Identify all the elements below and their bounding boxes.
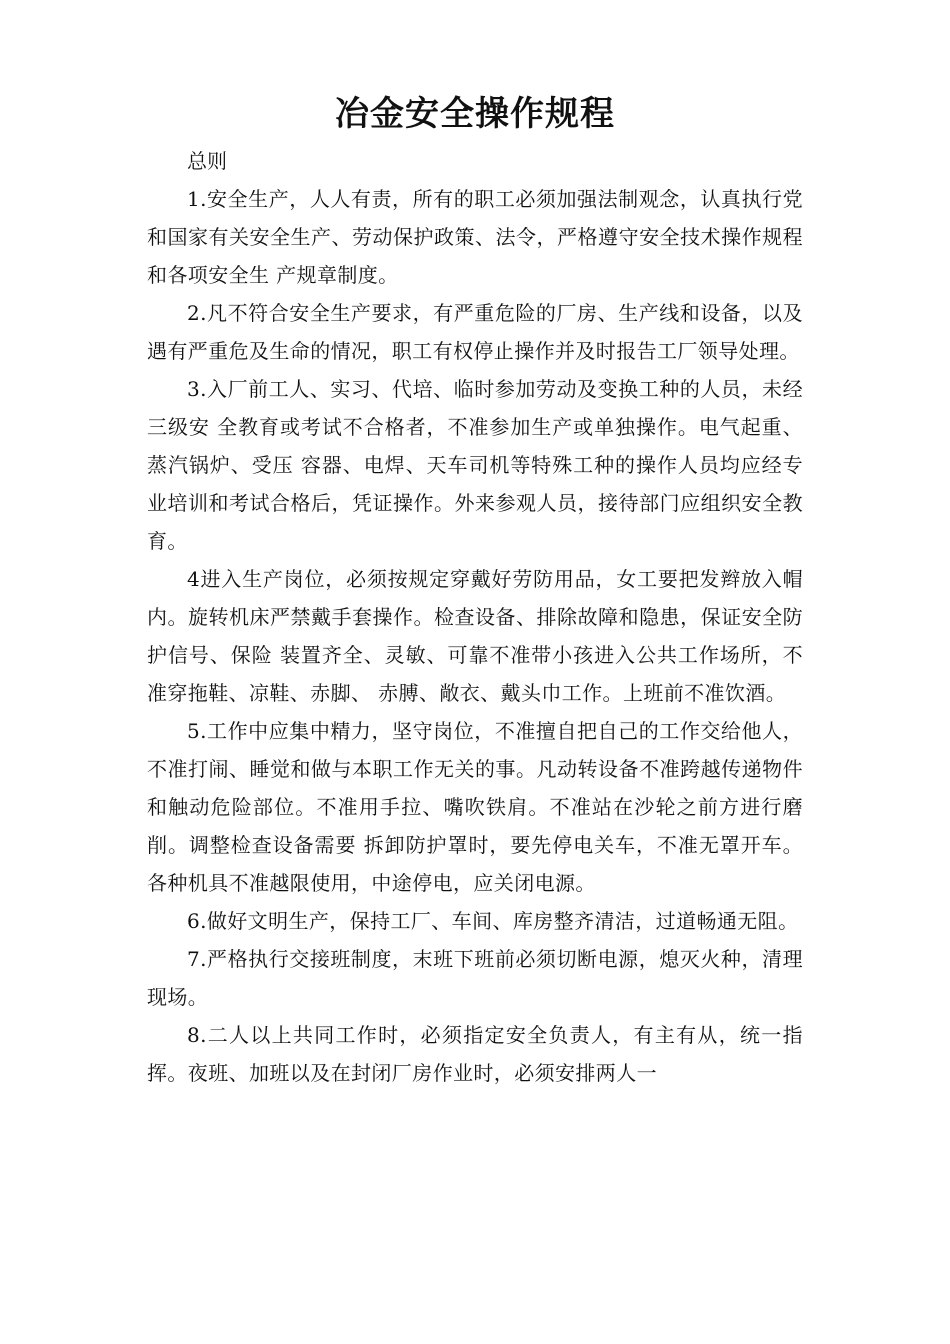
- paragraph-3: 3.入厂前工人、实习、代培、临时参加劳动及变换工种的人员，未经三级安 全教育或考试不合格者，不准参加生产或单独操作。电气起重、蒸汽锅炉、受压 容器、电焊、天车司机等特殊工种的操作人员均应经专业培训和考试合格后，凭证操作。外来参观人员，接待部门应组织安全教育。: [147, 377, 803, 553]
- paragraph-4: 4进入生产岗位，必须按规定穿戴好劳防用品，女工要把发辫放入帽内。旋转机床严禁戴手套操作。检查设备、排除故障和隐患，保证安全防护信号、保险 装置齐全、灵敏、可靠不准带小孩进入公共工作场所，不准穿拖鞋、凉鞋、赤脚、 赤膊、敞衣、戴头巾工作。上班前不准饮酒。: [147, 567, 803, 705]
- paragraph-6: 6.做好文明生产，保持工厂、车间、库房整齐清洁，过道畅通无阻。: [187, 909, 799, 933]
- paragraph-8: 8.二人以上共同工作时，必须指定安全负责人，有主有从，统一指挥。夜班、加班以及在封闭厂房作业时，必须安排两人一: [147, 1023, 803, 1085]
- paragraph-2: 2.凡不符合安全生产要求，有严重危险的厂房、生产线和设备，以及遇有严重危及生命的情况，职工有权停止操作并及时报告工厂领导处理。: [147, 301, 803, 363]
- section-heading: 总则: [187, 149, 227, 173]
- paragraph-7: 7.严格执行交接班制度，末班下班前必须切断电源，熄灭火种，清理现场。: [147, 947, 803, 1009]
- paragraph-1: 1.安全生产，人人有责，所有的职工必须加强法制观念，认真执行党和国家有关安全生产、劳动保护政策、法令，严格遵守安全技术操作规程和各项安全生 产规章制度。: [147, 187, 803, 287]
- paragraph-5: 5.工作中应集中精力，坚守岗位，不准擅自把自己的工作交给他人，不准打闹、睡觉和做与本职工作无关的事。凡动转设备不准跨越传递物件和触动危险部位。不准用手拉、嘴吹铁肩。不准站在沙轮之前方进行磨削。调整检查设备需要 拆卸防护罩时，要先停电关车，不准无罩开车。各种机具不准越限使用，中途停电，应关闭电源。: [147, 719, 803, 895]
- document-title: 冶金安全操作规程: [335, 94, 615, 134]
